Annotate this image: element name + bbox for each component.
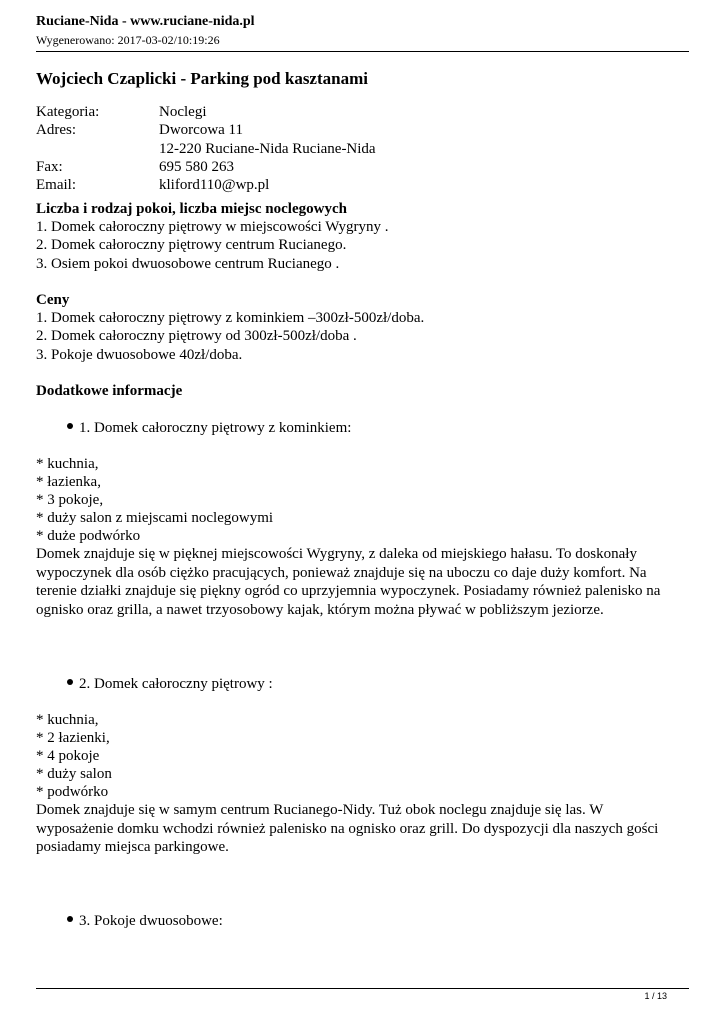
section-2-bullet-text: 2. Domek całoroczny piętrowy : (79, 676, 273, 692)
email-value[interactable]: kliford110@wp.pl (159, 177, 270, 193)
section-1-bullet (67, 419, 351, 437)
address-line-1: Dworcowa 11 (159, 122, 244, 138)
fax-label: Fax: (36, 159, 63, 175)
header-divider (36, 51, 689, 52)
bullet-icon (67, 916, 73, 922)
bullet-icon (67, 423, 73, 429)
fax-value: 695 580 263 (159, 159, 234, 175)
section-1-description: Domek znajduje się w pięknej miejscowości Wygryny, z daleka od miejskiego hałasu. To doskonały wypoczynek dla osób ciężko pracujących, ponieważ znajduje się na uboczu co daje duży komfort. Na terenie działki znajduje się piękny ogród co uprzyjemnia wypoczynek. Posiadamy również palenisko na ognisko oraz grilla, a nawet trzyosobowy kajak, którym można pływać w pobliższym jeziorze. (36, 546, 661, 619)
footer-divider (36, 988, 689, 989)
rooms-heading: Liczba i rodzaj pokoi, liczba miejsc noclegowych (36, 201, 347, 217)
prices-item: 3. Pokoje dwuosobowe 40zł/doba. (36, 347, 243, 363)
feature-item: * kuchnia, (36, 456, 99, 472)
section-2-description: Domek znajduje się w samym centrum Rucianego-Nidy. Tuż obok noclegu znajduje się las. W wyposażenie domku wchodzi również palenisko na ognisko oraz grill. Do dyspozycji dla naszych gości posiadamy miejsca parkingowe. (36, 802, 659, 856)
address-line-2: 12-220 Ruciane-Nida Ruciane-Nida (159, 141, 376, 157)
feature-item: * podwórko (36, 784, 109, 800)
feature-item: * 3 pokoje, (36, 492, 104, 508)
feature-item: * 2 łazienki, (36, 730, 110, 746)
feature-item: * kuchnia, (36, 712, 99, 728)
bullet-icon (67, 679, 73, 685)
section-3-bullet (67, 912, 223, 930)
header-site-name: Ruciane-Nida - www.ruciane-nida.pl (36, 14, 255, 29)
rooms-item: 3. Osiem pokoi dwuosobowe centrum Rucianego . (36, 256, 340, 272)
feature-item: * łazienka, (36, 474, 101, 490)
category-label: Kategoria: (36, 104, 100, 120)
rooms-item: 2. Domek całoroczny piętrowy centrum Rucianego. (36, 237, 347, 253)
email-label: Email: (36, 177, 76, 193)
extra-heading: Dodatkowe informacje (36, 383, 183, 399)
section-1-bullet-text: 1. Domek całoroczny piętrowy z kominkiem: (79, 420, 352, 436)
page-number: 1 / 13 (644, 991, 667, 1001)
feature-item: * duże podwórko (36, 528, 141, 544)
feature-item: * 4 pokoje (36, 748, 100, 764)
feature-item: * duży salon z miejscami noclegowymi (36, 510, 274, 526)
prices-item: 2. Domek całoroczny piętrowy od 300zł-500zł/doba . (36, 328, 357, 344)
rooms-item: 1. Domek całoroczny piętrowy w miejscowości Wygryny . (36, 219, 389, 235)
section-3-bullet-text: 3. Pokoje dwuosobowe: (79, 913, 223, 929)
feature-item: * duży salon (36, 766, 112, 782)
header-generated-date: Wygenerowano: 2017-03-02/10:19:26 (36, 33, 220, 47)
page-title: Wojciech Czaplicki - Parking pod kasztanami (36, 69, 368, 88)
section-2-bullet (67, 675, 273, 693)
prices-item: 1. Domek całoroczny piętrowy z kominkiem –300zł-500zł/doba. (36, 310, 425, 326)
category-value: Noclegi (159, 104, 207, 120)
address-label: Adres: (36, 122, 76, 138)
prices-heading: Ceny (36, 292, 70, 308)
